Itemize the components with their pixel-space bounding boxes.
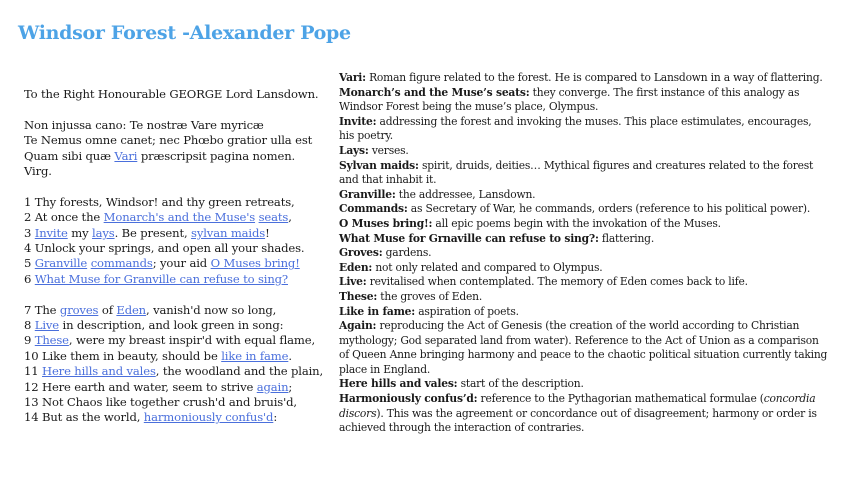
link-here-hills-vales[interactable]: Here hills and vales — [42, 364, 156, 379]
link-groves[interactable]: groves — [59, 302, 99, 317]
epigraph-line-1: Non injussa cano: Te nostræ Vare myricæ — [24, 117, 264, 132]
note: Vari: Roman figure related to the forest. He is compared to Lansdown in a way of flattering. — [339, 71, 823, 84]
note: O Muses bring!: all epic poems begin with the invokation of the Muses. — [339, 216, 721, 230]
link-vari[interactable]: Vari — [114, 148, 138, 163]
link-o-muses-bring[interactable]: O Muses bring! — [210, 256, 300, 271]
epigraph-line-4: Virg. — [24, 164, 52, 179]
note: Groves: gardens. — [339, 246, 432, 260]
poem-line-6: 6 What Muse for Granville can refuse to sing? — [24, 271, 288, 286]
poem-line-1: 1 Thy forests, Windsor! and thy green retreats, — [24, 194, 295, 209]
poem-line-10: 10 Like them in beauty, should be like in fame. — [24, 348, 292, 363]
note: Like in fame: aspiration of poets. — [339, 304, 519, 318]
poem-line-5: 5 Granville commands; your aid O Muses bring! — [24, 256, 300, 271]
poem-column — [24, 87, 329, 426]
link-like-in-fame[interactable]: like in fame — [221, 348, 289, 363]
link-granville[interactable]: Granville — [34, 256, 88, 271]
link-lays[interactable]: lays — [92, 225, 115, 240]
epigraph-line-2: Te Nemus omne canet; nec Phœbo gratior ulla est — [24, 133, 313, 148]
poem-line-3: 3 Invite my lays. Be present, sylvan maids! — [24, 225, 270, 240]
poem-line-4: 4 Unlock your springs, and open all your shades. — [24, 241, 305, 256]
poem-line-7: 7 The groves of Eden, vanish'd now so long, — [24, 302, 277, 317]
notes-column — [339, 71, 829, 436]
note: Lays: verses. — [339, 143, 409, 157]
poem-line-11: 11 Here hills and vales, the woodland and the plain, — [24, 364, 324, 379]
page-title: Windsor Forest -Alexander Pope — [18, 22, 351, 44]
note: Commands: as Secretary of War, he commands, orders (reference to his political power). — [339, 202, 811, 216]
note: What Muse for Grnaville can refuse to sing?: flattering. — [339, 231, 655, 245]
epigraph-line-3: Quam sibi quæ Vari præscripsit pagina nomen. — [24, 148, 296, 163]
link-sylvan-maids[interactable]: sylvan maids — [191, 225, 266, 240]
note: Eden: not only related and compared to Olympus. — [339, 260, 603, 274]
poem-line-12: 12 Here earth and water, seem to strive again; — [24, 379, 293, 394]
poem-line-14: 14 But as the world, harmoniously confus'd: — [24, 410, 278, 425]
link-commands[interactable]: commands — [90, 256, 153, 271]
link-again[interactable]: again — [256, 379, 289, 394]
poem-line-8: 8 Live in description, and look green in song: — [24, 318, 284, 333]
link-what-muse[interactable]: What Muse for Granville can refuse to sing? — [34, 271, 288, 286]
note: Monarch’s and the Muse’s seats: they converge. The first instance of this analogy as Windsor Forest being the muse’s place, Olympus. — [339, 85, 800, 114]
note: Again: reproducing the Act of Genesis (the creation of the world according to Christian mythology; God separated land from water). Reference to the Act of Union as a comparison of Queen Anne bringing harmony and peace to the chaotic political situation currently taking place in England. — [339, 319, 828, 376]
link-live[interactable]: Live — [34, 318, 59, 333]
poem-line-2: 2 At once the Monarch's and the Muse's seats, — [24, 210, 292, 225]
link-these[interactable]: These — [34, 333, 69, 348]
note: Invite: addressing the forest and invoking the muses. This place estimulates, encourages, his poetry. — [339, 114, 812, 143]
link-eden[interactable]: Eden — [116, 302, 146, 317]
note: Here hills and vales: start of the description. — [339, 377, 584, 391]
poem-line-9: 9 These, were my breast inspir'd with equal flame, — [24, 333, 315, 348]
link-seats[interactable]: seats — [258, 210, 289, 225]
dedication: To the Right Honourable GEORGE Lord Lansdown. — [24, 87, 319, 101]
link-monarchs-muses[interactable]: Monarch's and the Muse's — [103, 210, 256, 225]
note: Granville: the addressee, Lansdown. — [339, 187, 536, 201]
note: These: the groves of Eden. — [339, 289, 483, 303]
link-invite[interactable]: Invite — [34, 225, 68, 240]
link-harmoniously-confusd[interactable]: harmoniously confus'd — [143, 410, 274, 425]
poem-line-13: 13 Not Chaos like together crush'd and bruis'd, — [24, 395, 297, 410]
note: Sylvan maids: spirit, druids, deities… Mythical figures and creatures related to the forest and that inhabit it. — [339, 158, 814, 187]
note: Live: revitalised when contemplated. The memory of Eden comes back to life. — [339, 275, 748, 289]
note-harmoniously-confusd: Harmoniously confus’d: reference to the Pythagorian mathematical formulae (concordia discors). This was the agreement or concordance out of disagreement; harmony or order is achieved through the interaction of contraries. — [339, 392, 817, 435]
